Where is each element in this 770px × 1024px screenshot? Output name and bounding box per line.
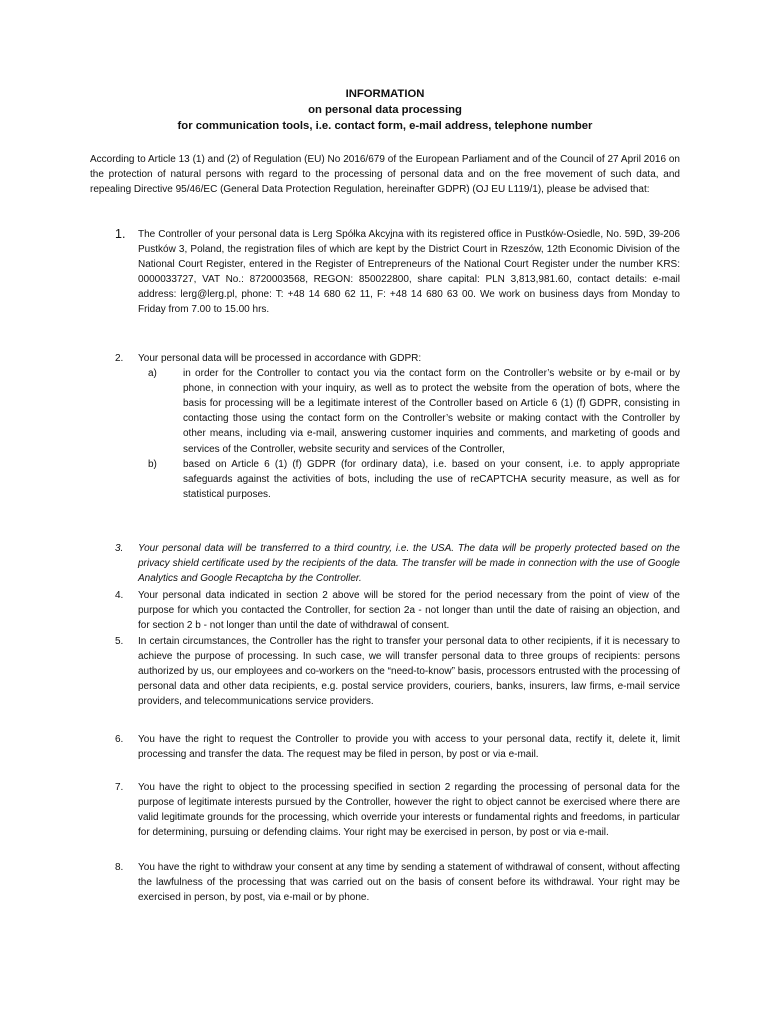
item-number: 8. [115, 862, 124, 873]
subitem-letter: a) [148, 368, 157, 380]
subitem-text: in order for the Controller to contact you via the contact form on the Controller’s website or by e-mail or by phone, in connection with your inquiry, as well as to protect the website from the operation of bots, where the basis for processing will be a legitimate interest of the Controller based on Article 6 (1) (f) GDPR, consisting in contacting those using the contact form on the Controller’s website or making contact with the Controller by other means, including via e-mail, answering customer inquiries and comments, and marketing of goods and services of the Controller, website security and services of the Controller, [183, 368, 680, 455]
item-number: 2. [115, 353, 124, 364]
item-text: Your personal data will be transferred to a third country, i.e. the USA. The data will be properly protected based on the privacy shield certificate used by the recipients of the data. The transfer will be made in connection with the use of Google Analytics and Google Recaptcha by the Controller. [138, 543, 680, 585]
item-text: Your personal data will be processed in accordance with GDPR: [138, 353, 422, 364]
item-text: Your personal data indicated in section 2 above will be stored for the period necessary from the point of view of the purpose for which you contacted the Controller, for section 2a - not longer than until the date of raising an objection, and for section 2 b - not longer than until the date of withdrawal of consent. [138, 590, 680, 632]
item-number: 3. [115, 543, 124, 554]
list-item-1 [90, 227, 680, 318]
subitem-letter: b) [148, 458, 157, 470]
item-number: 1. [115, 227, 126, 241]
subitem-b [138, 457, 680, 502]
list-item-2 [90, 351, 680, 502]
item-text: You have the right to request the Controller to provide you with access to your personal data, rectify it, delete it, limit processing and transfer the data. The request may be filed in person, by post or via e-mail. [138, 734, 680, 761]
title-line-1: INFORMATION [345, 88, 425, 100]
list-item-5 [90, 634, 680, 709]
item-text: You have the right to object to the processing specified in section 2 regarding the processing of personal data for the purpose of legitimate interests pursued by the Controller, however the right to object cannot be exercised where there are valid legitimate grounds for the processing, which override your interests or fundamental rights and freedoms, in particular for determining, pursuing or defending claims. Your right may be exercised in person, by post or via e-mail. [138, 782, 680, 839]
item-text: In certain circumstances, the Controller has the right to transfer your personal data to other recipients, if it is necessary to achieve the purpose of processing. In such case, we will transfer personal data to three groups of recipients: persons authorized by us, our employees and co-workers on the “need-to-know” basis, processors entrusted with the processing of personal data and other data recipients, e.g. postal service providers, couriers, banks, insurers, law firms, e-mail service providers, and telecommunications service providers. [138, 636, 680, 708]
item-text: The Controller of your personal data is Lerg Spółka Akcyjna with its registered office in Pustków-Osiedle, No. 59D, 39-206 Pustków 3, Poland, the registration files of which are kept by the District Court in Rzeszów, 12th Economic Division of the National Court Register, entered in the Register of Entrepreneurs of the National Court Register under the number KRS: 0000033727, VAT No.: 8720003568, REGON: 850022800, share capital: PLN 3,813,981.60, contact details: e-mail address: lerg@lerg.pl, phone: T: +48 14 680 62 11, F: +48 14 680 63 00. We work on business days from Monday to Friday from 7.00 to 15.00 hrs. [138, 229, 680, 316]
list-item-8 [90, 860, 680, 905]
subitem-a [138, 366, 680, 457]
item-number: 7. [115, 782, 124, 793]
item-number: 4. [115, 590, 124, 601]
list-item-4 [90, 588, 680, 633]
item-text: You have the right to withdraw your consent at any time by sending a statement of withdrawal of consent, without affecting the lawfulness of the processing that was carried out on the basis of consent before its withdrawal. Your right may be exercised in person, by post, via e-mail or by phone. [138, 862, 680, 904]
title-line-2: on personal data processing [308, 104, 462, 116]
title-line-3: for communication tools, i.e. contact form, e-mail address, telephone number [177, 120, 593, 132]
document-title [90, 86, 680, 134]
subitem-text: based on Article 6 (1) (f) GDPR (for ordinary data), i.e. based on your consent, i.e. to apply appropriate safeguards against the activities of bots, including the use of reCAPTCHA security measure, as well as for statistical purposes. [183, 458, 680, 500]
item-number: 5. [115, 636, 124, 647]
list-item-3 [90, 541, 680, 586]
list-item-7 [90, 780, 680, 840]
item-number: 6. [115, 734, 124, 745]
intro-paragraph: According to Article 13 (1) and (2) of Regulation (EU) No 2016/679 of the European Parliament and of the Council of 27 April 2016 on the protection of natural persons with regard to the processing of personal data and on the free movement of such data, and repealing Directive 95/46/EC (General Data Protection Regulation, hereinafter GDPR) (OJ EU L119/1), please be advised that: [90, 154, 680, 196]
list-item-6 [90, 732, 680, 762]
